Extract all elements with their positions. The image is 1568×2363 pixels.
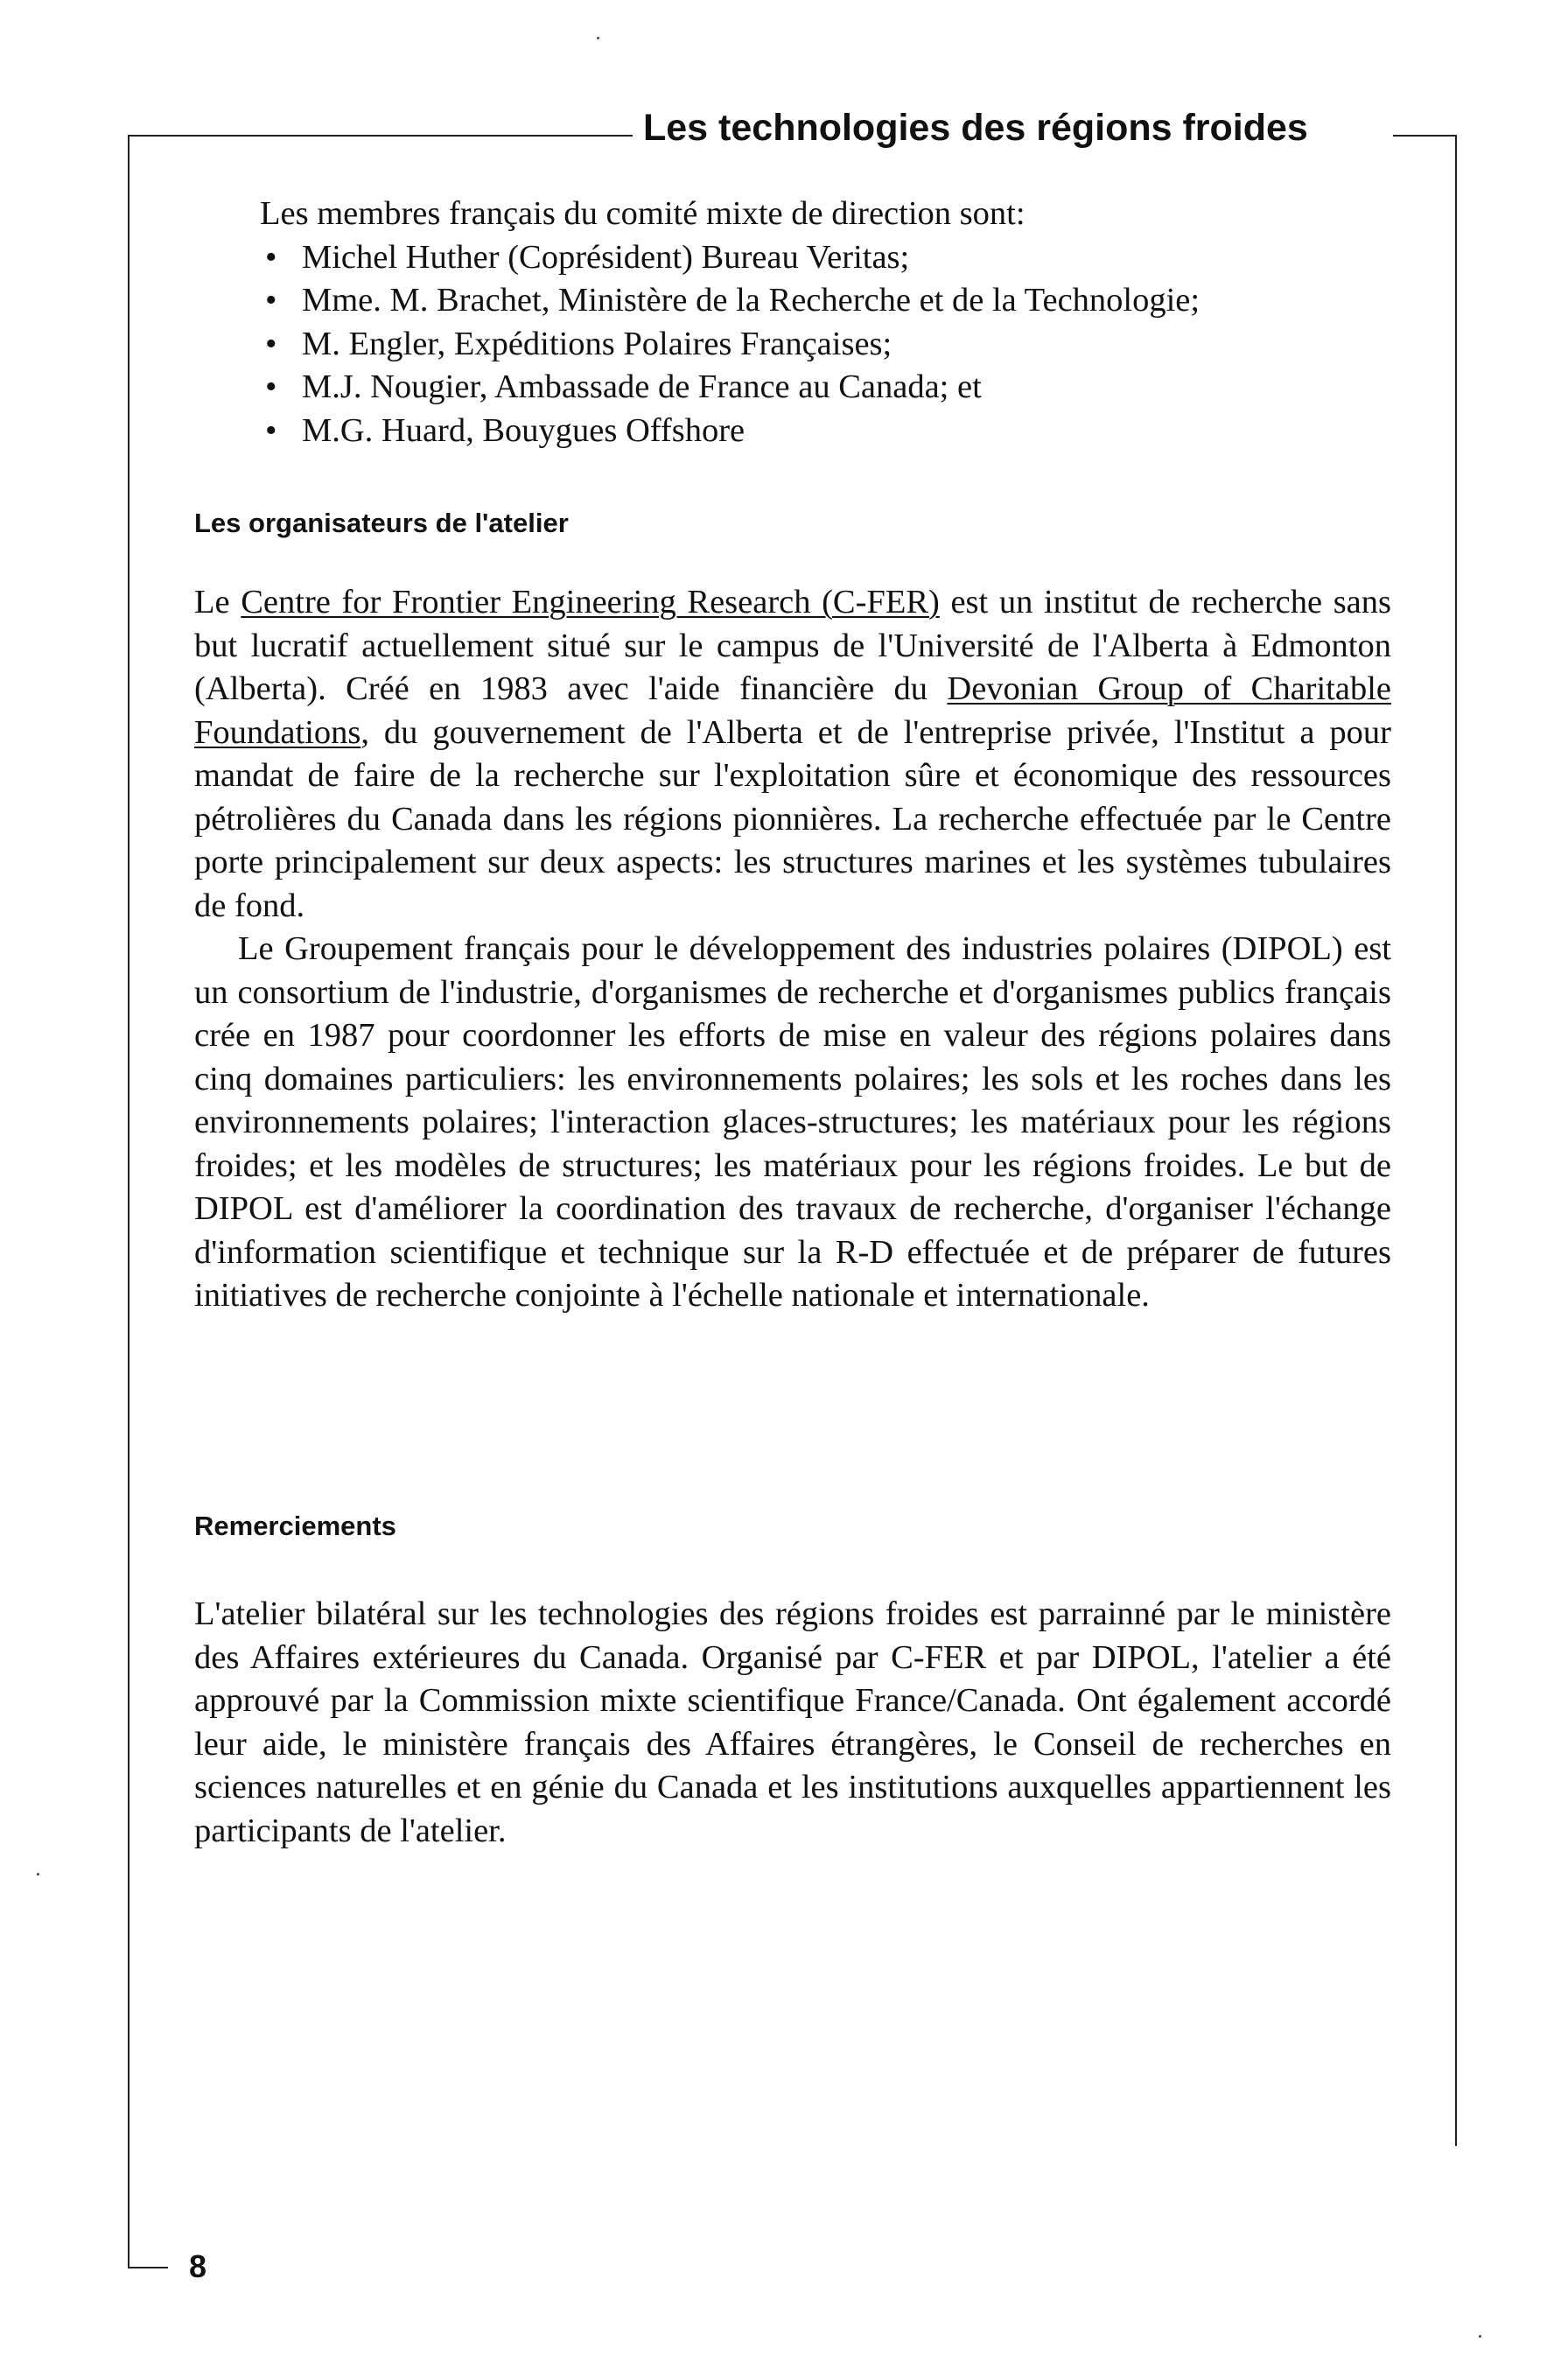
paragraph-text: , du gouvernement de l'Alberta et de l'entreprise privée, l'Institut a pour mandat de faire de la recherche sur l'exploitation sûre et économique des ressources pétrolières du Canada dans les régions pionnières. La recherche effectuée par le Centre porte principalement sur deux aspects: les structures marines et les systèmes tubulaires de fond. xyxy=(194,713,1391,924)
member-text: Mme. M. Brachet, Ministère de la Recherche et de la Technologie; xyxy=(302,282,1200,319)
acknowledgements-body xyxy=(194,1593,1391,1853)
bullet-icon: • xyxy=(265,238,277,276)
member-text: M.G. Huard, Bouygues Offshore xyxy=(302,411,746,449)
paragraph-text: est un institut de recherche sans but lucratif actuellement situé sur le campus de l'Université de l'Alberta à Edmonton (Alberta). Créé en 1983 avec l'aide financière du xyxy=(194,584,1392,707)
acknowledgements-heading: Remerciements xyxy=(194,1511,396,1541)
scan-speck xyxy=(597,37,599,39)
bullet-icon: • xyxy=(265,325,277,362)
page-frame-bottom-rule xyxy=(128,2267,168,2268)
members-list xyxy=(260,236,1415,453)
member-text: M.J. Nougier, Ambassade de France au Canada; et xyxy=(302,368,982,405)
paragraph-text: Le xyxy=(194,584,242,621)
organisers-paragraph-1 xyxy=(194,581,1391,928)
bullet-icon: • xyxy=(265,282,277,319)
organisers-heading: Les organisateurs de l'atelier xyxy=(194,508,569,538)
bullet-icon: • xyxy=(265,368,277,405)
organisers-paragraph-2: Le Groupement français pour le développement des industries polaires (DIPOL) est un consortium de l'industrie, d'organismes de recherche et d'organismes publics français crée en 1987 pour coordonner les efforts de mise en valeur des régions polaires dans cinq domaines particuliers: les environnements polaires; les sols et les roches dans les environnements polaires; l'interaction glaces-structures; les matériaux pour les régions froides; et les modèles de structures; les matériaux pour les régions froides. Le but de DIPOL est d'améliorer la coordination des travaux de recherche, d'organiser l'échange d'information scientifique et technique sur la R-D effectuée et de préparer de futures initiatives de recherche conjointe à l'échelle nationale et internationale. xyxy=(194,930,1391,1314)
list-item xyxy=(260,323,1415,367)
scan-speck xyxy=(1479,2335,1481,2338)
members-intro: Les membres français du comité mixte de direction sont: xyxy=(260,195,1026,232)
organisers-body xyxy=(194,581,1391,1318)
acknowledgements-paragraph: L'atelier bilatéral sur les technologies des régions froides est parrainné par le ministère des Affaires extérieures du Canada. Organisé par C-FER et par DIPOL, l'atelier a été approuvé par la Commission mixte scientifique France/Canada. Ont également accordé leur aide, le ministère français des Affaires étrangères, le Conseil de recherches en sciences naturelles et en génie du Canada et les institutions auxquelles appartiennent les participants de l'atelier. xyxy=(194,1595,1391,1849)
list-item xyxy=(260,366,1415,410)
devonian-group-name: Devonian Group of Charitable Foundations xyxy=(194,670,1391,751)
bullet-icon: • xyxy=(265,411,277,449)
member-text: Michel Huther (Coprésident) Bureau Veritas; xyxy=(302,238,910,276)
cfer-name: Centre for Frontier Engineering Research (C-FER) xyxy=(241,584,940,621)
member-text: M. Engler, Expéditions Polaires Françaises; xyxy=(302,325,892,362)
list-item xyxy=(260,410,1415,453)
list-item xyxy=(260,279,1415,323)
list-item xyxy=(260,236,1415,280)
header-rule-right xyxy=(1393,135,1456,137)
members-block xyxy=(260,193,1415,452)
page-number: 8 xyxy=(189,2248,207,2284)
scan-speck xyxy=(37,1873,39,1876)
running-head: Les technologies des régions froides xyxy=(643,107,1308,149)
header-rule-left xyxy=(130,135,633,137)
page-frame-right-rule xyxy=(1455,135,1457,2146)
page-frame-left-rule xyxy=(128,135,130,2268)
